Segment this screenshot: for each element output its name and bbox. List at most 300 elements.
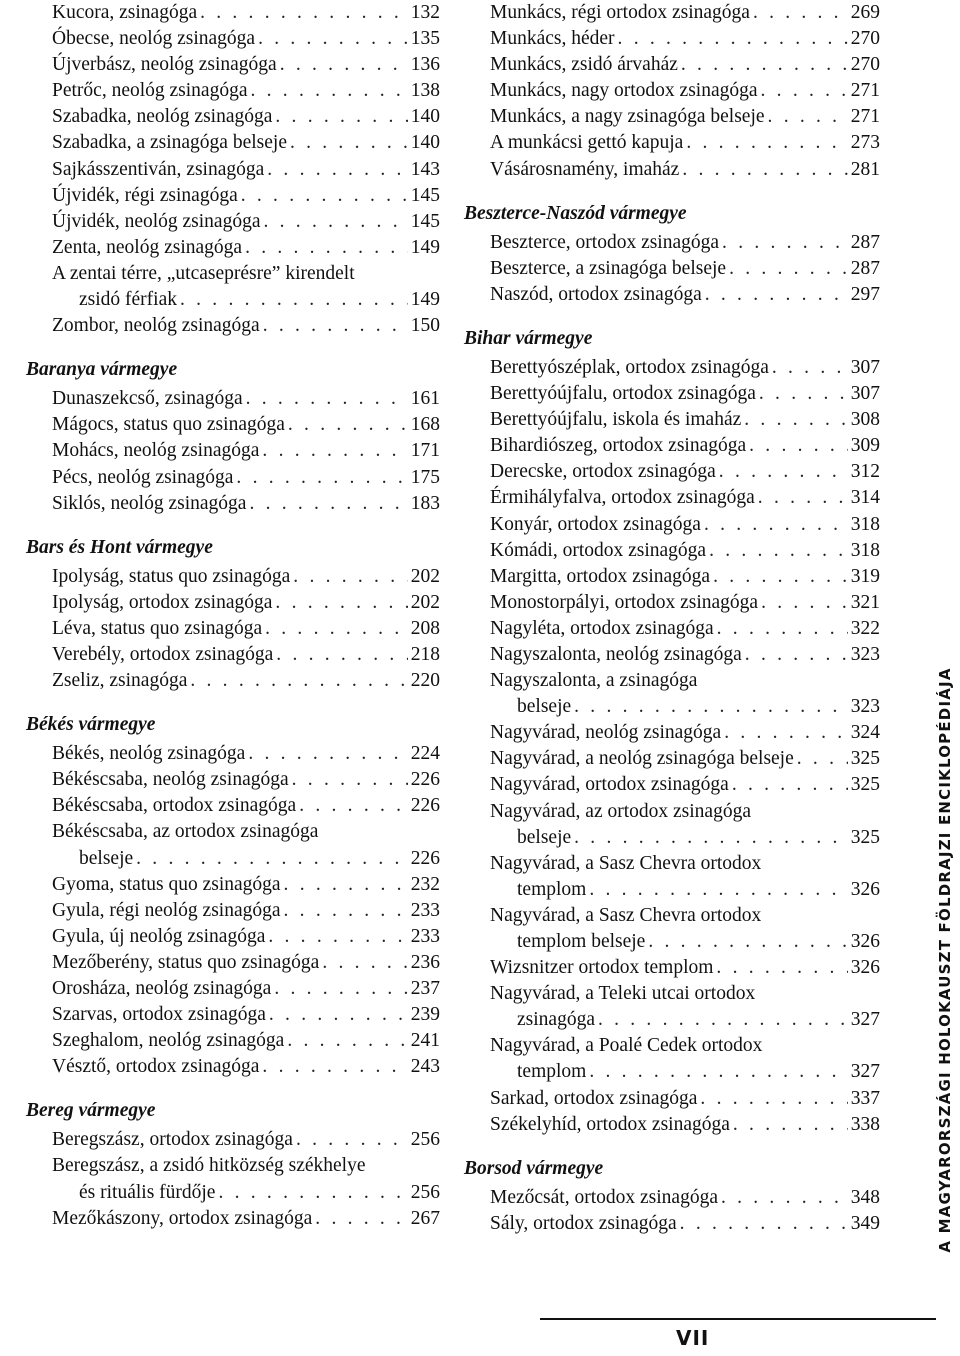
entry-page-number: 171 [410, 440, 440, 462]
dot-leader [719, 230, 848, 256]
entry-title: Gyoma, status quo zsinagóga [52, 873, 281, 895]
entry-title: Munkács, a nagy zsinagóga belseje [490, 106, 765, 128]
entry-title: A munkácsi gettó kapuja [490, 132, 684, 154]
entry-page-number: 321 [850, 591, 880, 613]
section-spacer [490, 1138, 880, 1152]
index-entry [490, 1086, 880, 1112]
index-entry [52, 52, 440, 78]
entry-page-number: 145 [410, 210, 440, 232]
dot-leader [245, 741, 408, 767]
entry-title: Munkács, zsidó árvaház [490, 54, 678, 76]
index-entry [490, 157, 880, 183]
entry-title: Nagyvárad, a Teleki utcai ortodox [490, 983, 756, 1005]
entry-title: belseje [79, 847, 134, 869]
dot-leader [794, 746, 848, 772]
entry-title: Nagyvárad, a Poalé Cedek ortodox [490, 1035, 763, 1057]
entry-page-number: 143 [410, 158, 440, 180]
entry-page-number: 319 [850, 565, 880, 587]
entry-page-number: 314 [850, 487, 880, 509]
entry-page-number: 270 [850, 54, 880, 76]
index-entry [52, 26, 440, 52]
dot-leader [721, 720, 848, 746]
entry-page-number: 326 [850, 957, 880, 979]
dot-leader [264, 157, 408, 183]
entry-title: Nagyvárad, ortodox zsinagóga [490, 774, 729, 796]
section-spacer [52, 517, 440, 531]
index-entry [52, 976, 440, 1002]
entry-title: Óbecse, neológ zsinagóga [52, 28, 256, 50]
index-entry [490, 355, 880, 381]
entry-page-number: 327 [850, 1061, 880, 1083]
index-entry [52, 235, 440, 261]
county-heading: Baranya vármegye [26, 359, 178, 381]
dot-leader [261, 209, 409, 235]
entry-page-number: 236 [410, 951, 440, 973]
entry-page-number: 145 [410, 184, 440, 206]
dot-leader [742, 642, 848, 668]
index-entry [52, 0, 440, 26]
folio-rule [540, 1318, 936, 1320]
entry-page-number: 161 [410, 388, 440, 410]
dot-leader [215, 1180, 408, 1206]
dot-leader [615, 26, 848, 52]
dot-leader [281, 872, 408, 898]
county-heading: Bihar vármegye [464, 327, 593, 349]
entry-title: Békés, neológ zsinagóga [52, 743, 246, 765]
side-title-text: A MAGYARORSZÁGI HOLOKAUSZT FÖLDRAJZI ENCIKLOPÉDIÁJA [936, 667, 954, 1253]
entry-page-number: 281 [850, 158, 880, 180]
index-entry-text [490, 668, 880, 694]
dot-leader [243, 386, 408, 412]
entry-page-number: 138 [410, 80, 440, 102]
entry-title: Munkács, nagy ortodox zsinagóga [490, 80, 758, 102]
entry-title: Berettyószéplak, ortodox zsinagóga [490, 356, 769, 378]
dot-leader [281, 898, 408, 924]
entry-title: Újvidék, neológ zsinagóga [52, 210, 261, 232]
dot-leader [746, 433, 848, 459]
entry-title: Derecske, ortodox zsinagóga [490, 461, 716, 483]
dot-leader [741, 407, 848, 433]
entry-title: Újvidék, régi zsinagóga [52, 184, 238, 206]
entry-page-number: 324 [850, 722, 880, 744]
county-heading: Beszterce-Naszód vármegye [464, 202, 687, 224]
entry-page-number: 202 [410, 591, 440, 613]
entry-title: Beregszász, a zsidó hitközség székhelye [52, 1155, 366, 1177]
index-entry-text [52, 261, 440, 287]
index-entry [52, 130, 440, 156]
index-entry [52, 491, 440, 517]
entry-title: Margitta, ortodox zsinagóga [490, 565, 711, 587]
dot-leader [289, 767, 408, 793]
entry-title: Szabadka, neológ zsinagóga [52, 106, 273, 128]
entry-page-number: 309 [850, 435, 880, 457]
entry-title: Békéscsaba, neológ zsinagóga [52, 769, 289, 791]
index-entry-text [490, 799, 880, 825]
dot-leader [758, 590, 848, 616]
entry-title: Berettyóújfalu, ortodox zsinagóga [490, 383, 756, 405]
dot-leader [233, 465, 408, 491]
index-entry [490, 772, 880, 798]
entry-title: Székelyhíd, ortodox zsinagóga [490, 1113, 730, 1135]
dot-leader [571, 694, 848, 720]
dot-leader [755, 485, 848, 511]
index-entry [52, 846, 440, 872]
dot-leader [197, 0, 408, 26]
entry-page-number: 297 [850, 283, 880, 305]
entry-page-number: 183 [410, 492, 440, 514]
entry-title: belseje [517, 826, 572, 848]
dot-leader [726, 256, 848, 282]
index-entry [490, 955, 880, 981]
index-entry [52, 183, 440, 209]
index-entry [490, 52, 880, 78]
dot-leader [285, 412, 408, 438]
entry-title: Wizsnitzer ortodox templom [490, 957, 714, 979]
index-entry [490, 1007, 880, 1033]
dot-leader [259, 1054, 408, 1080]
index-entry [490, 256, 880, 282]
page-number: VII [676, 1326, 710, 1350]
entry-page-number: 322 [850, 617, 880, 639]
index-entry [52, 793, 440, 819]
entry-title: Szabadka, a zsinagóga belseje [52, 132, 287, 154]
index-entry [490, 694, 880, 720]
entry-page-number: 237 [410, 978, 440, 999]
county-heading: Borsod vármegye [464, 1157, 604, 1179]
index-entry [490, 381, 880, 407]
index-entry-text [52, 1153, 440, 1179]
dot-leader [765, 104, 848, 130]
entry-page-number: 337 [850, 1087, 880, 1109]
entry-page-number: 233 [410, 925, 440, 947]
entry-title: Nagyszalonta, neológ zsinagóga [490, 643, 742, 665]
entry-page-number: 132 [410, 2, 440, 23]
dot-leader [758, 78, 848, 104]
index-entry [52, 898, 440, 924]
dot-leader [730, 1112, 848, 1138]
dot-leader [260, 313, 408, 339]
index-entry-text [490, 903, 880, 929]
dot-leader [645, 929, 848, 955]
index-entry [52, 590, 440, 616]
index-entry [490, 78, 880, 104]
index-entry [52, 642, 440, 668]
dot-leader [296, 793, 408, 819]
dot-leader [255, 26, 408, 52]
entry-title: Nagyvárad, a Sasz Chevra ortodox [490, 852, 762, 874]
entry-title: Zombor, neológ zsinagóga [52, 315, 260, 337]
dot-leader [287, 130, 408, 156]
entry-page-number: 208 [410, 617, 440, 639]
entry-title: A zentai térre, „utcaseprésre” kirendelt [52, 262, 355, 284]
dot-leader [714, 616, 848, 642]
entry-title: Zenta, neológ zsinagóga [52, 236, 243, 258]
side-running-title [930, 640, 960, 1280]
index-entry [52, 1127, 440, 1153]
entry-title: Mágocs, status quo zsinagóga [52, 414, 285, 436]
dot-leader [272, 590, 408, 616]
section-spacer [490, 308, 880, 322]
entry-page-number: 323 [850, 643, 880, 665]
index-entry-text [490, 1033, 880, 1059]
dot-leader [678, 52, 848, 78]
dot-leader [713, 955, 848, 981]
index-entry [490, 564, 880, 590]
index-entry [490, 26, 880, 52]
entry-page-number: 325 [850, 774, 880, 796]
entry-title: és rituális fürdője [79, 1181, 216, 1203]
index-entry-text [52, 819, 440, 845]
entry-page-number: 202 [410, 565, 440, 587]
index-entry-text [490, 981, 880, 1007]
entry-title: Monostorpályi, ortodox zsinagóga [490, 591, 759, 613]
index-entry [490, 230, 880, 256]
entry-page-number: 318 [850, 513, 880, 535]
entry-title: Szeghalom, neológ zsinagóga [52, 1030, 285, 1052]
entry-title: Pécs, neológ zsinagóga [52, 466, 234, 488]
dot-leader [246, 491, 408, 517]
index-entry [490, 512, 880, 538]
entry-page-number: 149 [410, 236, 440, 258]
entry-page-number: 150 [410, 315, 440, 337]
entry-title: Berettyóújfalu, iskola és imaház [490, 409, 742, 431]
entry-title: Békéscsaba, ortodox zsinagóga [52, 795, 297, 817]
county-heading: Bars és Hont vármegye [26, 536, 213, 558]
index-entry [490, 485, 880, 511]
entry-title: Dunaszekcső, zsinagóga [52, 388, 243, 410]
index-entry [490, 1211, 880, 1237]
index-entry [52, 564, 440, 590]
entry-title: Siklós, neológ zsinagóga [52, 492, 247, 514]
dot-leader [133, 846, 408, 872]
entry-page-number: 287 [850, 231, 880, 253]
entry-page-number: 307 [850, 356, 880, 378]
entry-title: Gyula, új neológ zsinagóga [52, 925, 266, 947]
dot-leader [571, 825, 848, 851]
entry-title: Nagyvárad, a Sasz Chevra ortodox [490, 904, 762, 926]
dot-leader [679, 157, 848, 183]
entry-page-number: 327 [850, 1009, 880, 1031]
entry-page-number: 348 [850, 1186, 880, 1208]
entry-page-number: 220 [410, 670, 440, 692]
index-entry [52, 209, 440, 235]
dot-leader [701, 512, 848, 538]
index-entry [490, 407, 880, 433]
entry-page-number: 218 [410, 643, 440, 665]
dot-leader [266, 1002, 408, 1028]
entry-page-number: 243 [410, 1056, 440, 1078]
dot-leader [273, 642, 408, 668]
entry-title: Konyár, ortodox zsinagóga [490, 513, 701, 535]
entry-title: Ipolyság, ortodox zsinagóga [52, 591, 273, 613]
entry-title: Sály, ortodox zsinagóga [490, 1212, 677, 1234]
entry-page-number: 270 [850, 28, 880, 50]
entry-title: templom belseje [517, 931, 646, 952]
entry-page-number: 135 [410, 28, 440, 50]
index-entry [52, 668, 440, 694]
entry-page-number: 233 [410, 899, 440, 921]
entry-title: Petrőc, neológ zsinagóga [52, 80, 248, 102]
index-entry [490, 1112, 880, 1138]
entry-title: Ipolyság, status quo zsinagóga [52, 565, 291, 587]
entry-title: Zseliz, zsinagóga [52, 670, 188, 692]
entry-page-number: 224 [410, 743, 440, 765]
entry-page-number: 239 [410, 1004, 440, 1026]
dot-leader [683, 130, 848, 156]
entry-page-number: 308 [850, 409, 880, 431]
entry-title: Mohács, neológ zsinagóga [52, 440, 260, 462]
entry-page-number: 273 [850, 132, 880, 154]
index-entry [52, 386, 440, 412]
entry-title: Nagyszalonta, a zsinagóga [490, 670, 698, 692]
index-entry [52, 1206, 440, 1232]
entry-title: Kucora, zsinagóga [52, 2, 198, 23]
entry-title: Mezőcsát, ortodox zsinagóga [490, 1186, 718, 1208]
dot-leader [277, 52, 408, 78]
index-entry [52, 1028, 440, 1054]
dot-leader [272, 104, 408, 130]
entry-title: Gyula, régi neológ zsinagóga [52, 899, 281, 921]
dot-leader [706, 538, 848, 564]
entry-title: Nagyléta, ortodox zsinagóga [490, 617, 714, 639]
county-heading: Bereg vármegye [26, 1100, 156, 1122]
entry-title: Mezőkászony, ortodox zsinagóga [52, 1207, 313, 1229]
dot-leader [756, 381, 848, 407]
index-entry [490, 433, 880, 459]
entry-title: Nagyvárad, az ortodox zsinagóga [490, 800, 751, 822]
entry-title: templom [517, 878, 587, 900]
entry-page-number: 140 [410, 106, 440, 128]
index-entry [52, 616, 440, 642]
entry-title: Sarkad, ortodox zsinagóga [490, 1087, 698, 1109]
section-spacer [52, 694, 440, 708]
section-spacer [52, 339, 440, 353]
index-entry [52, 313, 440, 339]
index-entry [52, 924, 440, 950]
dot-leader [187, 668, 408, 694]
entry-title: Munkács, régi ortodox zsinagóga [490, 2, 750, 23]
dot-leader [716, 459, 848, 485]
entry-title: belseje [517, 696, 572, 718]
index-entry-text [490, 851, 880, 877]
dot-leader [769, 355, 848, 381]
dot-leader [312, 1206, 408, 1232]
entry-page-number: 136 [410, 54, 440, 76]
entry-page-number: 312 [850, 461, 880, 483]
entry-title: Vásárosnamény, imaház [490, 158, 680, 180]
index-entry [490, 720, 880, 746]
index-entry [490, 590, 880, 616]
entry-title: Beregszász, ortodox zsinagóga [52, 1129, 293, 1151]
dot-leader [750, 0, 848, 26]
entry-title: zsidó férfiak [79, 289, 177, 311]
entry-page-number: 269 [850, 2, 880, 23]
index-entry [490, 538, 880, 564]
entry-title: Munkács, héder [490, 28, 615, 50]
index-entry [52, 287, 440, 313]
entry-title: Bihardiószeg, ortodox zsinagóga [490, 435, 747, 457]
entry-title: Nagyvárad, a neológ zsinagóga belseje [490, 748, 794, 770]
entry-page-number: 175 [410, 466, 440, 488]
entry-page-number: 226 [410, 847, 440, 869]
section-spacer [490, 183, 880, 197]
entry-title: Érmihályfalva, ortodox zsinagóga [490, 487, 755, 509]
dot-leader [586, 1059, 848, 1085]
entry-title: Mezőberény, status quo zsinagóga [52, 951, 320, 973]
entry-title: Beszterce, ortodox zsinagóga [490, 231, 720, 253]
entry-page-number: 256 [410, 1129, 440, 1151]
entry-title: Verebély, ortodox zsinagóga [52, 643, 274, 665]
index-entry [52, 1180, 440, 1206]
entry-page-number: 271 [850, 106, 880, 128]
index-entry [52, 157, 440, 183]
entry-page-number: 323 [850, 696, 880, 718]
entry-page-number: 256 [410, 1181, 440, 1203]
entry-title: Léva, status quo zsinagóga [52, 617, 263, 639]
index-entry [52, 438, 440, 464]
entry-page-number: 325 [850, 826, 880, 848]
dot-leader [710, 564, 848, 590]
entry-page-number: 349 [850, 1212, 880, 1234]
entry-page-number: 338 [850, 1113, 880, 1135]
entry-page-number: 149 [410, 289, 440, 311]
entry-page-number: 307 [850, 383, 880, 405]
entry-title: Beszterce, a zsinagóga belseje [490, 257, 727, 279]
index-entry [490, 746, 880, 772]
dot-leader [702, 282, 848, 308]
dot-leader [293, 1127, 408, 1153]
entry-page-number: 287 [850, 257, 880, 279]
dot-leader [242, 235, 408, 261]
entry-title: zsinagóga [517, 1009, 595, 1031]
dot-leader [319, 950, 408, 976]
index-entry [52, 78, 440, 104]
dot-leader [265, 924, 408, 950]
index-entry [52, 465, 440, 491]
entry-page-number: 232 [410, 873, 440, 895]
dot-leader [718, 1185, 848, 1211]
dot-leader [248, 78, 409, 104]
dot-leader [177, 287, 408, 313]
index-entry [490, 929, 880, 955]
index-entry [490, 104, 880, 130]
county-heading: Békés vármegye [26, 714, 156, 736]
index-entry [52, 767, 440, 793]
entry-page-number: 271 [850, 80, 880, 102]
dot-leader [729, 772, 848, 798]
entry-page-number: 326 [850, 878, 880, 900]
entry-page-number: 226 [410, 795, 440, 817]
dot-leader [595, 1007, 848, 1033]
index-entry [490, 877, 880, 903]
index-column-right [464, 0, 880, 1237]
index-entry [52, 872, 440, 898]
entry-title: Orosháza, neológ zsinagóga [52, 978, 272, 999]
index-entry [52, 1002, 440, 1028]
dot-leader [586, 877, 848, 903]
entry-title: templom [517, 1061, 587, 1083]
index-column-left [26, 0, 440, 1232]
index-entry [490, 130, 880, 156]
dot-leader [284, 1028, 408, 1054]
index-entry [490, 825, 880, 851]
index-entry [490, 0, 880, 26]
index-entry [490, 616, 880, 642]
entry-title: Naszód, ortodox zsinagóga [490, 283, 702, 305]
dot-leader [677, 1211, 848, 1237]
dot-leader [262, 616, 408, 642]
entry-title: Újverbász, neológ zsinagóga [52, 54, 277, 76]
